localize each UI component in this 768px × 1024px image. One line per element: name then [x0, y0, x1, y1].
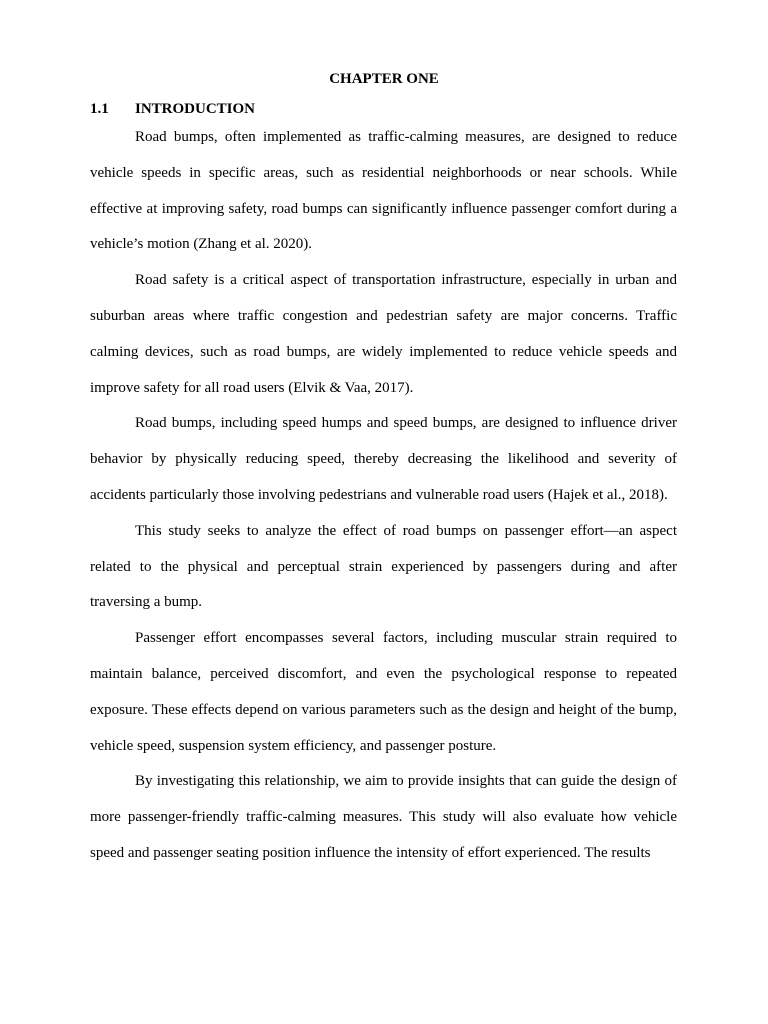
paragraph: Road safety is a critical aspect of transportation infrastructure, especially in urban and suburban areas where traffic congestion and pedestrian safety are major concerns. Traffic calming devices, such as road bumps, are widely implemented to reduce vehicle speeds and improve safety for all road users (Elvik & Vaa, 2017).: [90, 272, 677, 396]
paragraph: Road bumps, often implemented as traffic-calming measures, are designed to reduce vehicle speeds in specific areas, such as residential neighborhoods or near schools. While effective at improving safety, road bumps can significantly influence passenger comfort during a vehicle’s motion (Zhang et al. 2020).: [90, 129, 677, 253]
section-heading: [90, 99, 680, 119]
paragraph: By investigating this relationship, we aim to provide insights that can guide the design of more passenger-friendly traffic-calming measures. This study will also evaluate how vehicle speed and passenger seating position influence the intensity of effort experienced. The results: [90, 773, 677, 861]
section-title: INTRODUCTION: [135, 101, 256, 117]
body-text: [90, 120, 677, 872]
paragraph: Road bumps, including speed humps and speed bumps, are designed to influence driver behavior by physically reducing speed, thereby decreasing the likelihood and severity of accidents particularly those involving pedestrians and vulnerable road users (Hajek et al., 2018).: [90, 415, 677, 503]
section-number: 1.1: [90, 101, 109, 117]
chapter-title: CHAPTER ONE: [329, 71, 439, 87]
paragraph: Passenger effort encompasses several factors, including muscular strain required to maintain balance, perceived discomfort, and even the psychological response to repeated exposure. These effects depend on various parameters such as the design and height of the bump, vehicle speed, suspension system efficiency, and passenger posture.: [90, 630, 677, 754]
paragraph: This study seeks to analyze the effect of road bumps on passenger effort—an aspect related to the physical and perceptual strain experienced by passengers during and after traversing a bump.: [90, 522, 677, 611]
